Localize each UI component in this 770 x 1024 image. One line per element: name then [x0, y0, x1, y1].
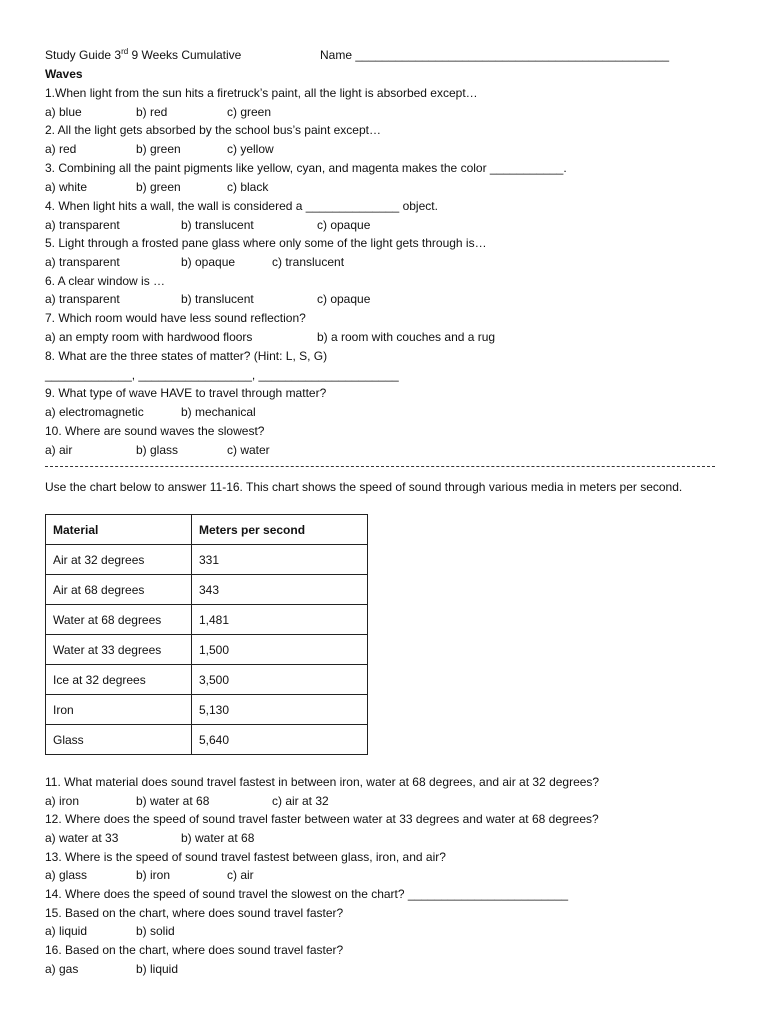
option: a) blue: [45, 105, 82, 119]
option: a) water at 33: [45, 831, 119, 845]
answer-options-4: [45, 218, 370, 233]
option: c) black: [227, 180, 269, 194]
option: b) red: [136, 105, 168, 119]
table-row: [46, 725, 368, 755]
option: b) solid: [136, 924, 175, 938]
option: b) water at 68: [181, 831, 255, 845]
speed-cell: 343: [192, 575, 368, 605]
answer-blank-8[interactable]: _____________, _________________, _____________________: [45, 368, 399, 382]
answer-options-7: [45, 330, 495, 345]
option: c) air at 32: [272, 794, 329, 808]
question-12: 12. Where does the speed of sound travel faster between water at 33 degrees and water at 68 degrees?: [45, 812, 599, 826]
table-row: [46, 635, 368, 665]
table-header-row: [46, 515, 368, 545]
speed-of-sound-table: [45, 514, 368, 755]
answer-options-15: [45, 924, 175, 939]
option: b) green: [136, 180, 181, 194]
section-title-waves: Waves: [45, 67, 83, 81]
question-3: 3. Combining all the paint pigments like yellow, cyan, and magenta makes the color ___________.: [45, 161, 567, 175]
option: a) white: [45, 180, 88, 194]
question-11: 11. What material does sound travel fastest in between iron, water at 68 degrees, and air at 32 degrees?: [45, 775, 600, 789]
answer-options-3: [45, 180, 268, 195]
answer-options-16: [45, 962, 178, 977]
material-cell: Air at 32 degrees: [46, 545, 192, 575]
speed-cell: 5,640: [192, 725, 368, 755]
speed-cell: 1,481: [192, 605, 368, 635]
answer-options-1: [45, 105, 271, 120]
table-row: [46, 605, 368, 635]
question-1: 1.When light from the sun hits a firetruck’s paint, all the light is absorbed except…: [45, 86, 478, 100]
option: a) electromagnetic: [45, 405, 144, 419]
name-field[interactable]: Name _______________________________________________: [320, 48, 670, 62]
column-header-material: Material: [46, 515, 192, 545]
answer-options-9: [45, 405, 256, 420]
document-title: [45, 48, 241, 63]
question-14: 14. Where does the speed of sound travel the slowest on the chart? ________________________: [45, 887, 569, 901]
question-15: 15. Based on the chart, where does sound travel faster?: [45, 906, 344, 920]
material-cell: Ice at 32 degrees: [46, 665, 192, 695]
question-4: 4. When light hits a wall, the wall is considered a ______________ object.: [45, 199, 438, 213]
question-7: 7. Which room would have less sound reflection?: [45, 311, 306, 325]
option: b) liquid: [136, 962, 179, 976]
material-cell: Air at 68 degrees: [46, 575, 192, 605]
option: a) an empty room with hardwood floors: [45, 330, 253, 344]
option: a) liquid: [45, 924, 88, 938]
answer-options-6: [45, 292, 370, 307]
option: c) water: [227, 443, 270, 457]
material-cell: Iron: [46, 695, 192, 725]
table-row: [46, 665, 368, 695]
option: b) iron: [136, 868, 171, 882]
question-8: 8. What are the three states of matter? (Hint: L, S, G): [45, 349, 328, 363]
option: c) air: [227, 868, 254, 882]
speed-cell: 5,130: [192, 695, 368, 725]
title-suffix: 9 Weeks Cumulative: [128, 48, 242, 62]
table-row: [46, 695, 368, 725]
speed-cell: 1,500: [192, 635, 368, 665]
title-prefix: Study Guide 3: [45, 48, 122, 62]
column-header-speed: Meters per second: [192, 515, 368, 545]
dashed-divider: [45, 466, 715, 467]
option: b) green: [136, 142, 181, 156]
option: a) air: [45, 443, 73, 457]
question-16: 16. Based on the chart, where does sound travel faster?: [45, 943, 344, 957]
option: b) a room with couches and a rug: [317, 330, 496, 344]
question-13: 13. Where is the speed of sound travel fastest between glass, iron, and air?: [45, 850, 446, 864]
title-superscript: rd: [121, 47, 129, 56]
answer-options-5: [45, 255, 344, 270]
question-9: 9. What type of wave HAVE to travel through matter?: [45, 386, 327, 400]
option: b) glass: [136, 443, 179, 457]
option: c) opaque: [317, 218, 371, 232]
answer-options-2: [45, 142, 274, 157]
option: a) transparent: [45, 218, 120, 232]
option: a) transparent: [45, 255, 120, 269]
chart-instructions: Use the chart below to answer 11-16. This chart shows the speed of sound through various media in meters per second.: [45, 480, 683, 494]
option: a) transparent: [45, 292, 120, 306]
option: b) water at 68: [136, 794, 210, 808]
answer-options-11: [45, 794, 329, 809]
option: b) opaque: [181, 255, 236, 269]
option: c) opaque: [317, 292, 371, 306]
table-row: [46, 545, 368, 575]
option: c) yellow: [227, 142, 274, 156]
option: a) glass: [45, 868, 88, 882]
answer-options-10: [45, 443, 270, 458]
speed-cell: 3,500: [192, 665, 368, 695]
question-2: 2. All the light gets absorbed by the school bus’s paint except…: [45, 123, 381, 137]
question-6: 6. A clear window is …: [45, 274, 166, 288]
option: a) iron: [45, 794, 80, 808]
option: a) red: [45, 142, 77, 156]
answer-options-12: [45, 831, 254, 846]
speed-cell: 331: [192, 545, 368, 575]
table-row: [46, 575, 368, 605]
option: c) green: [227, 105, 272, 119]
option: c) translucent: [272, 255, 345, 269]
material-cell: Water at 33 degrees: [46, 635, 192, 665]
material-cell: Water at 68 degrees: [46, 605, 192, 635]
answer-options-13: [45, 868, 254, 883]
question-10: 10. Where are sound waves the slowest?: [45, 424, 265, 438]
material-cell: Glass: [46, 725, 192, 755]
option: b) translucent: [181, 218, 254, 232]
option: a) gas: [45, 962, 79, 976]
option: b) mechanical: [181, 405, 256, 419]
option: b) translucent: [181, 292, 254, 306]
question-5: 5. Light through a frosted pane glass where only some of the light gets through is…: [45, 236, 487, 250]
